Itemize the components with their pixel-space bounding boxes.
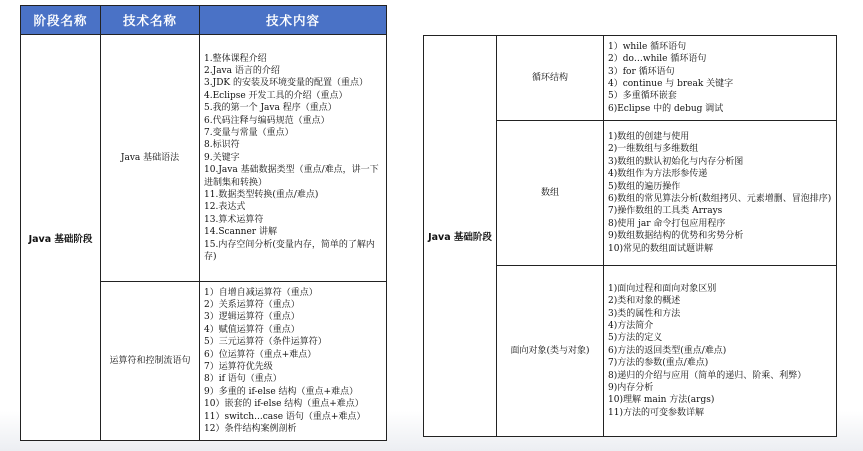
content-cell [604,121,837,266]
list-item: 1.整体课程介绍 [204,53,267,64]
right-curriculum-table [423,35,837,437]
list-item: 1）while 循环语句 [608,41,687,52]
content-list [204,53,382,264]
list-item: 2）do…while 循环语句 [608,54,707,65]
table-row [21,35,387,282]
list-item: 2)一维数组与多维数组 [608,144,699,155]
header-stage-name: 阶段名称 [21,6,101,35]
list-item: 13.算术运算符 [204,214,264,225]
list-item: 10.Java 基础数据类型（重点/难点，讲一下进制集和转换） [204,165,379,188]
list-item: 6）位运算符（重点+难点） [204,349,317,360]
list-item: 3)数组的默认初始化与内存分析图 [608,156,744,167]
list-item: 8)递归的介绍与应用（简单的递归、阶乘、利弊） [608,370,807,381]
list-item: 2.Java 语言的介绍 [204,65,280,76]
list-item: 10）嵌套的 if-else 结构（重点+难点） [204,399,364,410]
tech-cell: 运算符和控制流语句 [101,282,200,441]
list-item: 5）多重循环嵌套 [608,91,677,102]
list-item: 3)类的属性和方法 [608,308,681,319]
list-item: 5）三元运算符（条件运算符） [204,337,327,348]
content-cell [200,282,387,441]
list-item: 1)面向过程和面向对象区别 [608,283,717,294]
list-item: 8)使用 jar 命令打包应用程序 [608,218,726,229]
list-item: 3.JDK 的安装及环境变量的配置（重点） [204,78,368,89]
tech-cell: 循环结构 [497,36,604,121]
list-item: 8）if 语句（重点） [204,374,282,385]
table-row [424,36,837,121]
list-item: 8.标识符 [204,140,240,151]
list-item: 11）switch...case 语句（重点+难点） [204,411,366,422]
content-list [608,283,832,419]
list-item: 6)数组的常见算法分析(数组拷贝、元素增删、冒泡排序) [608,194,832,204]
list-item: 2）关系运算符（重点） [204,299,300,310]
list-item: 11)方法的可变参数详解 [608,407,704,418]
list-item: 5.我的第一个 Java 程序（重点） [204,103,337,114]
tech-cell: 数组 [497,121,604,266]
list-item: 3）for 循环语句 [608,66,675,77]
list-item: 14.Scanner 讲解 [204,227,277,238]
list-item: 1）自增自减运算符（重点） [204,287,318,298]
tech-cell: Java 基础语法 [101,35,200,282]
header-row [21,6,387,35]
list-item: 9)内存分析 [608,383,654,394]
stage-cell: Java 基础阶段 [424,36,497,437]
list-item: 9.关键字 [204,152,240,163]
list-item: 3）逻辑运算符（重点） [204,312,300,323]
list-item: 15.内存空间分析(变量内存，简单的了解内存) [204,239,375,263]
list-item: 7.变量与常量（重点） [204,127,294,138]
list-item: 4）continue 与 break 关键字 [608,79,734,89]
list-item: 4)方法简介 [608,320,654,331]
list-item: 6)方法的返回类型(重点/难点) [608,345,727,356]
list-item: 2)类和对象的概述 [608,296,681,307]
list-item: 4)数组作为方法形参传递 [608,169,708,180]
left-curriculum-table [20,5,387,441]
list-item: 4）赋值运算符（重点） [204,324,300,335]
list-item: 5)方法的定义 [608,333,663,344]
list-item: 7）运算符优先级 [204,362,273,372]
list-item: 9）多重的 if-else 结构（重点+难点） [204,386,359,397]
list-item: 10)理解 main 方法(args) [608,395,715,406]
list-item: 7)方法的参数(重点/难点) [608,358,709,369]
list-item: 11.数据类型转换(重点/难点) [204,190,319,201]
list-item: 6)Eclipse 中的 debug 调试 [608,103,724,114]
stage-cell: Java 基础阶段 [21,35,101,441]
list-item: 10)常见的数组面试题讲解 [608,243,713,254]
list-item: 12）条件结构案例剖析 [204,424,297,435]
content-list [608,131,832,255]
content-cell [604,266,837,437]
list-item: 6.代码注释与编码规范（重点） [204,115,330,126]
list-item: 5)数组的遍历操作 [608,181,681,192]
header-tech-name: 技术名称 [101,6,200,35]
header-tech-content: 技术内容 [200,6,387,35]
tech-cell: 面向对象(类与对象) [497,266,604,437]
list-item: 9)数组数据结构的优势和劣势分析 [608,231,744,242]
list-item: 4.Eclipse 开发工具的介绍（重点） [204,90,348,101]
content-cell [604,36,837,121]
content-list [608,41,832,115]
list-item: 12.表达式 [204,202,246,213]
content-list [204,287,382,436]
list-item: 1)数组的创建与使用 [608,131,690,142]
content-cell [200,35,387,282]
list-item: 7)操作数组的工具类 Arrays [608,206,723,217]
